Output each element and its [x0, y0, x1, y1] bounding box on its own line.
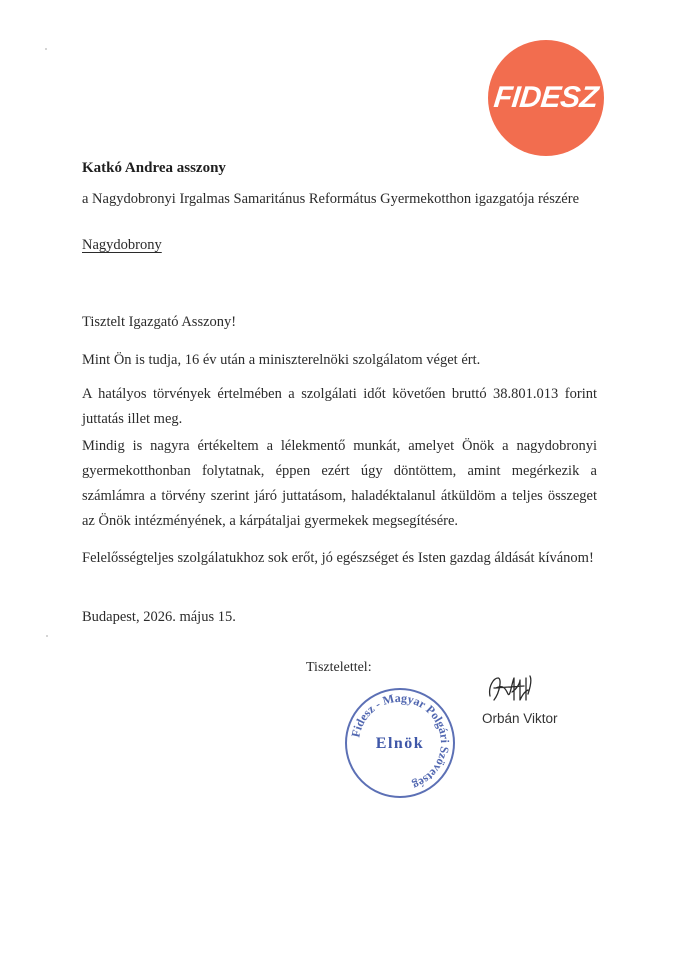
stamp-ring-text: Fidesz - Magyar Polgári Szövetség — [348, 690, 453, 793]
fidesz-logo — [488, 40, 604, 156]
recipient-line: a Nagydobronyi Irgalmas Samaritánus Református Gyermekotthon igazgatója részére — [82, 191, 580, 207]
stamp-center-text: Elnök — [375, 735, 425, 752]
logo-text: FIDESZ — [492, 81, 600, 114]
signer-name: Orbán Viktor — [482, 711, 558, 726]
official-stamp — [343, 686, 457, 800]
recipient-city: Nagydobrony — [82, 237, 162, 253]
paragraph-3: Mindig is nagyra értékeltem a lélekmentő munkát, amelyet Önök a nagydobronyi gyermekotthonban folytatnak, éppen ezért úgy döntöttem, amint megérkezik a számlámra a törvény szerint járó juttatásom, haladéktalanul átküldöm a teljes összeget az Önök intézményének, a kárpátaljai gyermekek megsegítésére. — [82, 438, 597, 529]
recipient-name: Katkó Andrea asszony — [82, 160, 226, 176]
paper-speck — [46, 635, 48, 637]
paragraph-1: Mint Ön is tudja, 16 év után a miniszterelnöki szolgálatom véget ért. — [82, 352, 481, 368]
paper-speck — [45, 48, 47, 50]
paragraph-2: A hatályos törvények értelmében a szolgálati időt követően bruttó 38.801.013 forint juttatás illet meg. — [82, 386, 597, 427]
letter-date: Budapest, 2026. május 15. — [82, 609, 236, 625]
closing: Tisztelettel: — [306, 660, 372, 675]
handwritten-signature — [484, 670, 544, 710]
paragraph-4: Felelősségteljes szolgálatukhoz sok erőt, jó egészséget és Isten gazdag áldását kívánom! — [82, 550, 594, 566]
salutation: Tisztelt Igazgató Asszony! — [82, 314, 237, 330]
